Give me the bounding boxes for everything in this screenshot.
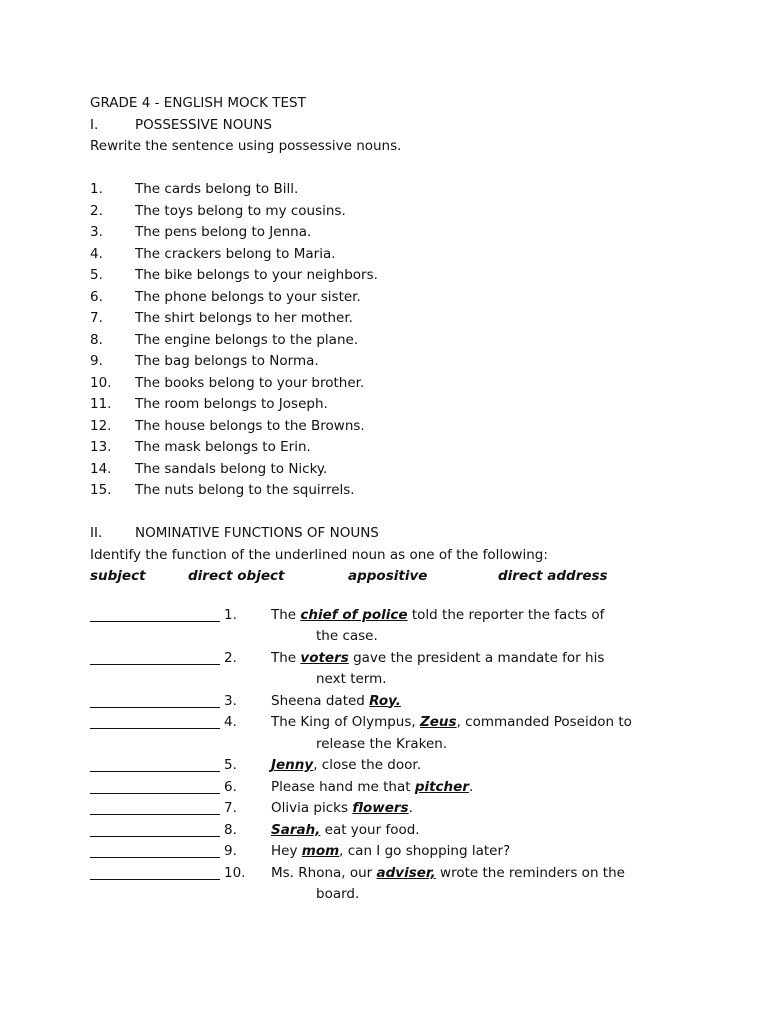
- sentence-before: Sheena dated: [271, 692, 370, 709]
- sentence-continuation: next term.: [316, 671, 387, 687]
- item-sentence: The bag belongs to Norma.: [135, 353, 319, 369]
- underlined-noun: pitcher: [414, 778, 469, 795]
- answer-blank-line[interactable]: [90, 712, 220, 729]
- possessive-item: [90, 308, 680, 330]
- possessive-item: [90, 265, 680, 287]
- noun-function-item: [90, 777, 680, 799]
- worksheet-page: [90, 93, 680, 906]
- item-number: 1.: [224, 606, 237, 623]
- item-number: 3.: [224, 692, 237, 709]
- item-sentence: The bike belongs to your neighbors.: [135, 267, 378, 283]
- item-sentence: The crackers belong to Maria.: [135, 245, 336, 262]
- sentence-after: .: [468, 778, 474, 795]
- sentence-after: , close the door.: [313, 757, 421, 773]
- answer-blank-line[interactable]: [90, 798, 220, 815]
- noun-function-item: [90, 863, 680, 906]
- sentence-before: Hey: [271, 843, 302, 859]
- answer-blank-line[interactable]: [90, 755, 220, 772]
- item-sentence: The books belong to your brother.: [135, 374, 365, 391]
- function-options: [90, 566, 680, 588]
- item-sentence: [271, 863, 625, 885]
- part2-instruction: Identify the function of the underlined noun as one of the following:: [90, 546, 548, 563]
- item-number: 4.: [90, 245, 103, 262]
- item-number: 8.: [224, 821, 237, 838]
- item-number: 1.: [90, 181, 103, 197]
- sentence-before: The: [271, 649, 301, 666]
- sentence-before: The: [271, 606, 301, 623]
- noun-function-item: [90, 755, 680, 777]
- item-number: 13.: [90, 439, 112, 455]
- sentence-before: Please hand me that: [271, 778, 415, 795]
- item-sentence: The room belongs to Joseph.: [135, 396, 328, 412]
- noun-function-item: [90, 691, 680, 713]
- answer-blank-line[interactable]: [90, 648, 220, 665]
- item-sentence: [271, 820, 420, 842]
- underlined-noun: chief of police: [300, 606, 408, 623]
- item-number: 9.: [224, 843, 237, 859]
- possessive-item: [90, 244, 680, 266]
- possessive-item: [90, 373, 680, 395]
- noun-function-item: [90, 648, 680, 691]
- item-number: 7.: [224, 800, 237, 816]
- sentence-after: , can I go shopping later?: [339, 843, 511, 859]
- item-number: 15.: [90, 482, 112, 498]
- answer-blank-line[interactable]: [90, 605, 220, 622]
- item-sentence: The pens belong to Jenna.: [135, 224, 312, 240]
- item-number: 7.: [90, 310, 103, 326]
- sentence-before: The King of Olympus,: [271, 714, 420, 730]
- part2-heading: NOMINATIVE FUNCTIONS OF NOUNS: [135, 525, 379, 541]
- part1-question-list: [90, 179, 680, 502]
- sentence-after: .: [408, 800, 413, 816]
- sentence-after: , commanded Poseidon to: [456, 714, 632, 730]
- item-number: 5.: [224, 757, 237, 773]
- underlined-noun: Roy.: [369, 692, 401, 709]
- sentence-continuation: release the Kraken.: [316, 735, 448, 752]
- item-number: 11.: [90, 396, 112, 412]
- item-sentence: The house belongs to the Browns.: [135, 417, 365, 434]
- underlined-noun: flowers: [352, 800, 409, 816]
- item-number: 6.: [90, 288, 103, 305]
- underlined-noun: Zeus: [419, 714, 457, 730]
- possessive-item: [90, 416, 680, 438]
- option-direct-address: direct address: [498, 568, 608, 584]
- possessive-item: [90, 437, 680, 459]
- item-number: 2.: [90, 202, 103, 219]
- underlined-noun: mom: [301, 843, 340, 859]
- item-number: 10.: [90, 374, 112, 391]
- possessive-item: [90, 480, 680, 502]
- option-subject: subject: [90, 568, 146, 584]
- item-number: 8.: [90, 331, 103, 348]
- item-sentence: The phone belongs to your sister.: [135, 288, 361, 305]
- item-number: 3.: [90, 224, 103, 240]
- possessive-item: [90, 351, 680, 373]
- possessive-item: [90, 201, 680, 223]
- item-number: 4.: [224, 714, 237, 730]
- sentence-before: Ms. Rhona, our: [271, 864, 377, 881]
- item-number: 5.: [90, 267, 103, 283]
- item-sentence: The nuts belong to the squirrels.: [135, 482, 355, 498]
- sentence-continuation: the case.: [316, 628, 378, 644]
- underlined-noun: adviser,: [376, 864, 436, 881]
- option-direct-object: direct object: [188, 568, 285, 584]
- noun-function-item: [90, 798, 680, 820]
- item-sentence: The mask belongs to Erin.: [135, 439, 311, 455]
- noun-function-item: [90, 712, 680, 755]
- part1-heading: POSSESSIVE NOUNS: [135, 116, 272, 133]
- underlined-noun: Sarah,: [271, 821, 321, 838]
- possessive-item: [90, 179, 680, 201]
- item-sentence: The toys belong to my cousins.: [135, 202, 346, 219]
- item-sentence: [271, 777, 473, 799]
- item-sentence: The shirt belongs to her mother.: [135, 310, 353, 326]
- answer-blank-line[interactable]: [90, 863, 220, 880]
- answer-blank-line[interactable]: [90, 777, 220, 794]
- part1-heading-row: [90, 115, 680, 137]
- possessive-item: [90, 287, 680, 309]
- sentence-after: eat your food.: [320, 821, 420, 838]
- noun-function-item: [90, 841, 680, 863]
- item-sentence: [271, 755, 421, 777]
- possessive-item: [90, 459, 680, 481]
- item-sentence: The sandals belong to Nicky.: [135, 460, 328, 477]
- item-sentence: [271, 798, 413, 820]
- possessive-item: [90, 394, 680, 416]
- item-sentence: The engine belongs to the plane.: [135, 331, 359, 348]
- possessive-item: [90, 330, 680, 352]
- item-number: 12.: [90, 417, 112, 434]
- sentence-after: wrote the reminders on the: [435, 864, 625, 881]
- possessive-item: [90, 222, 680, 244]
- part2-numeral: II.: [90, 525, 103, 541]
- item-number: 10.: [224, 864, 246, 881]
- part2-heading-row: [90, 523, 680, 545]
- part1-numeral: I.: [90, 116, 99, 133]
- item-sentence: The cards belong to Bill.: [135, 181, 299, 197]
- item-sentence: [271, 605, 604, 627]
- answer-blank-line[interactable]: [90, 820, 220, 837]
- option-appositive: appositive: [348, 568, 428, 584]
- underlined-noun: Jenny: [271, 757, 314, 773]
- part2-question-list: [90, 605, 680, 906]
- sentence-before: Olivia picks: [271, 800, 353, 816]
- item-number: 6.: [224, 778, 237, 795]
- answer-blank-line[interactable]: [90, 691, 220, 708]
- noun-function-item: [90, 820, 680, 842]
- page-title: GRADE 4 - ENGLISH MOCK TEST: [90, 95, 306, 111]
- item-sentence: [271, 648, 604, 670]
- sentence-continuation: board.: [316, 886, 360, 902]
- item-sentence: [271, 841, 510, 863]
- item-sentence: [271, 691, 401, 713]
- answer-blank-line[interactable]: [90, 841, 220, 858]
- underlined-noun: voters: [300, 649, 349, 666]
- sentence-after: told the reporter the facts of: [407, 606, 605, 623]
- part1-instruction: Rewrite the sentence using possessive nouns.: [90, 138, 402, 154]
- sentence-after: gave the president a mandate for his: [348, 649, 605, 666]
- item-sentence: [271, 712, 632, 734]
- item-number: 9.: [90, 353, 103, 369]
- item-number: 2.: [224, 649, 237, 666]
- noun-function-item: [90, 605, 680, 648]
- item-number: 14.: [90, 460, 112, 477]
